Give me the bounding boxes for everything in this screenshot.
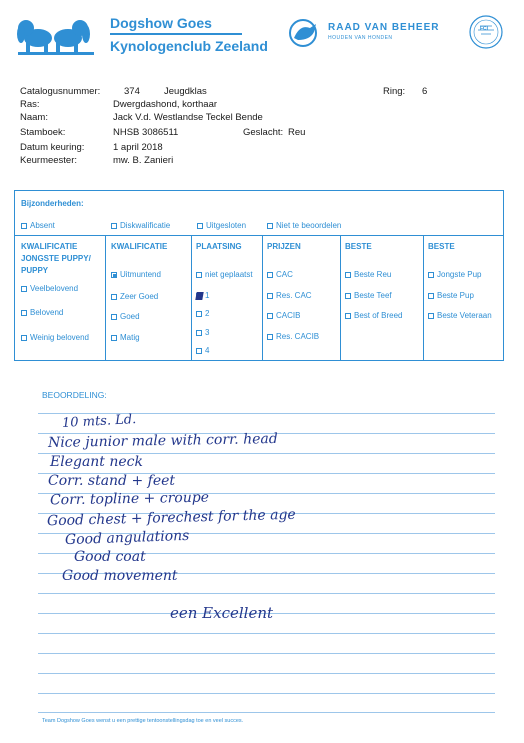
klas-value: Jeugdklas — [164, 86, 207, 97]
checkbox-icon[interactable] — [345, 293, 351, 299]
opt-label: Matig — [120, 333, 140, 342]
opt-cacib[interactable] — [267, 311, 300, 320]
opt-label: 2 — [205, 309, 210, 318]
col-kwal-jongste-head — [21, 241, 91, 277]
opt-veelbelovend[interactable] — [21, 284, 78, 293]
stamboek-label: Stamboek: — [20, 127, 66, 138]
ring-value: 6 — [422, 86, 428, 97]
header-title-1: Dogshow Goes — [110, 15, 212, 31]
divider — [423, 235, 424, 360]
opt-best-of-breed[interactable] — [345, 311, 402, 320]
col-head-line: KWALIFICATIE — [21, 242, 78, 251]
bij-absent[interactable] — [21, 221, 55, 230]
ruled-line — [38, 633, 495, 634]
opt-plaats-4[interactable] — [196, 346, 209, 355]
naam-value: Jack V.d. Westlandse Teckel Bende — [113, 112, 263, 123]
ring-label: Ring: — [383, 86, 406, 97]
checkbox-icon[interactable] — [196, 348, 202, 354]
keurmeester-label: Keurmeester: — [20, 155, 78, 166]
checkbox-icon[interactable] — [196, 272, 202, 278]
col-kwal-head: KWALIFICATIE — [111, 242, 168, 251]
ras-label: Ras: — [20, 99, 40, 110]
bij-niet-te-beoordelen[interactable] — [267, 221, 341, 230]
handwriting-line: Nice junior male with corr. head — [47, 430, 278, 452]
handwriting-line: Elegant neck — [50, 454, 144, 470]
col-head-line: PUPPY — [21, 266, 49, 275]
opt-label: Veelbelovend — [30, 284, 79, 293]
opt-label: Res. CACIB — [276, 332, 320, 341]
opt-label: 1 — [205, 291, 210, 300]
handwriting-line: Good chest + forechest for the age — [46, 506, 296, 530]
opt-uitmuntend[interactable] — [111, 270, 161, 279]
ruled-line — [38, 653, 495, 654]
checkbox-icon[interactable] — [267, 313, 273, 319]
divider — [262, 235, 263, 360]
opt-label: Beste Teef — [354, 291, 392, 300]
checkbox-icon[interactable] — [111, 294, 117, 300]
opt-plaats-2[interactable] — [196, 309, 209, 318]
ras-value: Dwergdashond, korthaar — [113, 99, 218, 110]
opt-label: Goed — [120, 312, 140, 321]
opt-label: Best of Breed — [354, 311, 403, 320]
opt-label: Zeer Goed — [120, 292, 159, 301]
opt-goed[interactable] — [111, 312, 140, 321]
opt-label: CACIB — [276, 311, 301, 320]
bij-uitgesloten-label: Uitgesloten — [206, 221, 247, 230]
checkbox-icon[interactable] — [267, 293, 273, 299]
org-name: RAAD VAN BEHEER — [328, 22, 440, 33]
ruled-line — [38, 712, 495, 713]
checkbox-icon[interactable] — [345, 313, 351, 319]
geslacht-value: Reu — [288, 127, 306, 138]
bij-absent-label: Absent — [30, 221, 55, 230]
datum-value: 1 april 2018 — [113, 142, 163, 153]
checkbox-icon[interactable] — [267, 334, 273, 340]
catalogus-value: 374 — [124, 86, 140, 97]
checkbox-icon[interactable] — [428, 272, 434, 278]
footer-note: Team Dogshow Goes wenst u een prettige tentoonstellingsdag toe en veel succes. — [42, 718, 244, 724]
checkbox-icon[interactable] — [21, 335, 27, 341]
opt-beste-reu[interactable] — [345, 270, 391, 279]
checkbox-marked-icon[interactable] — [196, 293, 202, 299]
bijzonderheden-title: Bijzonderheden: — [21, 199, 84, 208]
handwriting-line: Good angulations — [64, 527, 190, 549]
col-beste2-head: BESTE — [428, 242, 455, 251]
bij-diskwalificatie-label: Diskwalificatie — [120, 221, 171, 230]
opt-zeer-goed[interactable] — [111, 292, 158, 301]
opt-niet-geplaatst[interactable] — [196, 270, 253, 279]
checkbox-checked-icon[interactable] — [111, 272, 117, 278]
opt-beste-teef[interactable] — [345, 291, 392, 300]
org-tagline: HOUDEN VAN HONDEN — [328, 35, 393, 41]
opt-beste-pup[interactable] — [428, 291, 474, 300]
divider — [191, 235, 192, 360]
handwriting-line: een Excellent — [170, 604, 274, 622]
checkbox-icon[interactable] — [267, 272, 273, 278]
opt-label: 4 — [205, 346, 210, 355]
col-plaats-head: PLAATSING — [196, 242, 242, 251]
checkbox-icon[interactable] — [111, 314, 117, 320]
catalogus-label: Catalogusnummer: — [20, 86, 101, 97]
opt-label: Beste Veteraan — [437, 311, 492, 320]
handwriting-line: Corr. topline + croupe — [49, 489, 210, 509]
naam-label: Naam: — [20, 112, 48, 123]
opt-beste-veteraan[interactable] — [428, 311, 492, 320]
ruled-line — [38, 593, 495, 594]
checkbox-icon[interactable] — [111, 223, 117, 229]
opt-label: Beste Reu — [354, 270, 392, 279]
opt-res-cac[interactable] — [267, 291, 312, 300]
stamboek-value: NHSB 3086511 — [113, 127, 179, 138]
beoordeling-label: BEOORDELING: — [42, 390, 107, 400]
header-title-2: Kynologenclub Zeeland — [110, 38, 268, 54]
checkbox-icon[interactable] — [111, 335, 117, 341]
opt-label: Beste Pup — [437, 291, 474, 300]
header-underline — [110, 33, 242, 35]
divider — [15, 235, 503, 236]
bij-niet-te-beoordelen-label: Niet te beoordelen — [276, 221, 342, 230]
keurmeester-value: mw. B. Zanieri — [113, 155, 174, 166]
opt-label: CAC — [276, 270, 293, 279]
opt-cac[interactable] — [267, 270, 293, 279]
opt-jongste-pup[interactable] — [428, 270, 481, 279]
checkbox-icon[interactable] — [267, 223, 273, 229]
opt-label: Jongste Pup — [437, 270, 482, 279]
raad-logo-icon — [288, 18, 322, 48]
checkbox-icon[interactable] — [345, 272, 351, 278]
opt-label: 3 — [205, 328, 210, 337]
col-prijzen-head: PRIJZEN — [267, 242, 301, 251]
checkbox-icon[interactable] — [21, 286, 27, 292]
fci-logo-icon — [468, 14, 504, 50]
checkbox-icon[interactable] — [197, 223, 203, 229]
opt-belovend[interactable] — [21, 308, 63, 317]
opt-matig[interactable] — [111, 333, 140, 342]
ruled-line — [38, 673, 495, 674]
col-head-line: JONGSTE PUPPY/ — [21, 254, 91, 263]
handwriting-line: Good coat — [74, 549, 146, 565]
col-beste1-head: BESTE — [345, 242, 372, 251]
dogs-logo-icon — [16, 14, 106, 56]
handwriting-line: 10 mts. Ld. — [61, 412, 137, 431]
datum-label: Datum keuring: — [20, 142, 85, 153]
fci-label: FCI — [480, 26, 489, 32]
geslacht-label: Geslacht: — [243, 127, 284, 138]
opt-plaats-1[interactable] — [196, 291, 209, 300]
checkbox-icon[interactable] — [21, 223, 27, 229]
checkbox-icon[interactable] — [428, 313, 434, 319]
opt-res-cacib[interactable] — [267, 332, 319, 341]
divider — [340, 235, 341, 360]
ruled-line — [38, 693, 495, 694]
bij-diskwalificatie[interactable] — [111, 221, 170, 230]
opt-label: Weinig belovend — [30, 333, 90, 342]
opt-label: Uitmuntend — [120, 270, 161, 279]
divider — [105, 235, 106, 360]
opt-weinig-belovend[interactable] — [21, 333, 89, 342]
bij-uitgesloten[interactable] — [197, 221, 246, 230]
handwriting-line: Corr. stand + feet — [48, 473, 176, 489]
results-form — [14, 190, 504, 361]
opt-label: niet geplaatst — [205, 270, 253, 279]
checkbox-icon[interactable] — [428, 293, 434, 299]
opt-label: Res. CAC — [276, 291, 312, 300]
opt-plaats-3[interactable] — [196, 328, 209, 337]
checkbox-icon[interactable] — [196, 311, 202, 317]
checkbox-icon[interactable] — [196, 330, 202, 336]
opt-label: Belovend — [30, 308, 64, 317]
handwriting-line: Good movement — [62, 568, 178, 584]
checkbox-icon[interactable] — [21, 310, 27, 316]
